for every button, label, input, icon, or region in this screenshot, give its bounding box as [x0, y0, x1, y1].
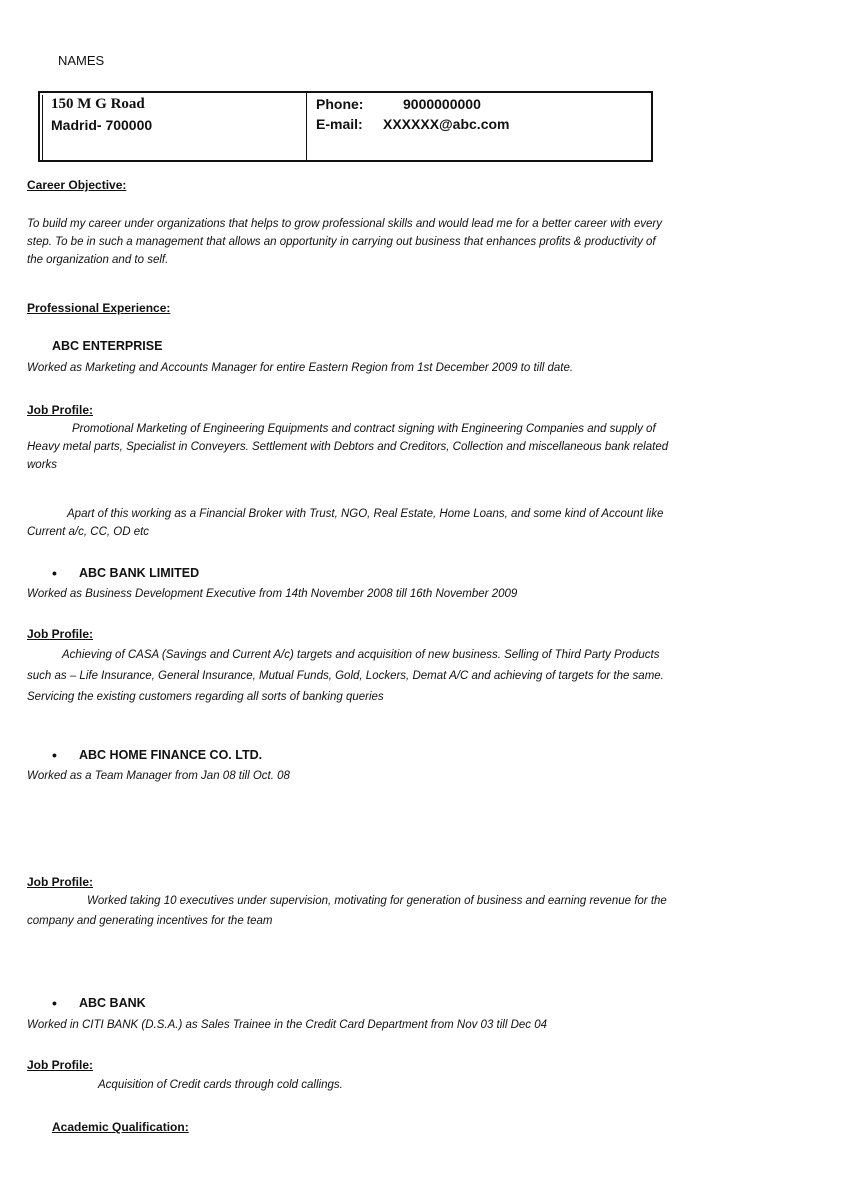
professional-experience-heading: Professional Experience:	[27, 301, 171, 315]
job-profile-heading: Job Profile:	[27, 1058, 94, 1072]
role-line: Worked as Marketing and Accounts Manager for entire Eastern Region from 1st December 2009 to till date.	[27, 362, 574, 374]
job-profile-heading: Job Profile:	[27, 875, 94, 889]
company-name: ABC ENTERPRISE	[52, 339, 163, 353]
job-profile-heading: Job Profile:	[27, 627, 94, 641]
company-name: ABC BANK	[79, 996, 146, 1010]
role-line: Worked as Business Development Executive from 14th November 2008 till 16th November 2009	[27, 588, 518, 600]
job-profile-heading: Job Profile:	[27, 403, 94, 417]
academic-qualification-heading: Academic Qualification:	[52, 1120, 189, 1134]
phone-label: Phone:	[316, 96, 364, 112]
bullet-icon: •	[52, 565, 57, 581]
job-profile-line: Acquisition of Credit cards through cold callings.	[98, 1079, 343, 1091]
email-value[interactable]: XXXXXX@abc.com	[383, 116, 510, 132]
candidate-name: NAMES	[58, 53, 105, 68]
job-profile-line: such as – Life Insurance, General Insurance, Mutual Funds, Gold, Lockers, Demat A/C and achieving of targets for the same.	[27, 670, 664, 682]
address-line-1: 150 M G Road	[51, 96, 145, 112]
contact-divider	[306, 93, 307, 160]
job-profile-line: Worked taking 10 executives under supervision, motivating for generation of business and earning revenue for the	[87, 895, 667, 907]
career-objective-line: step. To be in such a management that allows an opportunity in carrying out business that enhances profits & productivity of	[27, 236, 656, 248]
bullet-icon: •	[52, 995, 57, 1011]
job-profile-line: works	[27, 459, 58, 471]
phone-value: 9000000000	[403, 96, 481, 112]
address-line-2: Madrid- 700000	[51, 117, 153, 133]
bullet-icon: •	[52, 747, 57, 763]
job-profile-extra-line: Current a/c, CC, OD etc	[27, 526, 150, 538]
career-objective-line: To build my career under organizations that helps to grow professional skills and would lead me for a better career with every	[27, 218, 662, 230]
job-profile-line: Promotional Marketing of Engineering Equipments and contract signing with Engineering Companies and supply of	[72, 423, 656, 435]
job-profile-line: Heavy metal parts, Specialist in Conveyers. Settlement with Debtors and Creditors, Collection and miscellaneous bank related	[27, 441, 669, 453]
role-line: Worked in CITI BANK (D.S.A.) as Sales Trainee in the Credit Card Department from Nov 03 till Dec 04	[27, 1019, 548, 1031]
career-objective-line: the organization and to self.	[27, 254, 169, 266]
email-label: E-mail:	[316, 116, 363, 132]
company-name: ABC HOME FINANCE CO. LTD.	[79, 748, 263, 762]
career-objective-heading: Career Objective:	[27, 178, 127, 192]
contact-box	[38, 91, 653, 162]
job-profile-line: Servicing the existing customers regarding all sorts of banking queries	[27, 691, 384, 703]
job-profile-line: company and generating incentives for the team	[27, 915, 273, 927]
role-line: Worked as a Team Manager from Jan 08 till Oct. 08	[27, 770, 290, 782]
job-profile-extra-line: Apart of this working as a Financial Broker with Trust, NGO, Real Estate, Home Loans, and some kind of Account like	[67, 508, 664, 520]
job-profile-line: Achieving of CASA (Savings and Current A/c) targets and acquisition of new business. Selling of Third Party Products	[62, 649, 660, 661]
company-name: ABC BANK LIMITED	[79, 566, 200, 580]
